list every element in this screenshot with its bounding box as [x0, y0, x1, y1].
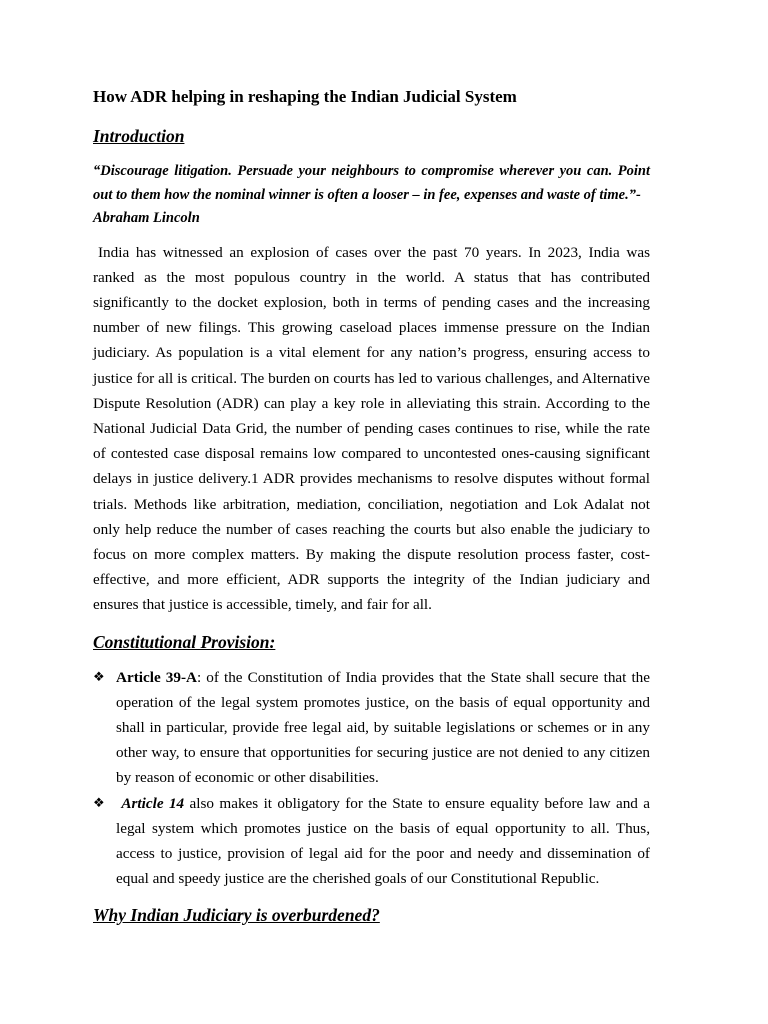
list-item [93, 791, 650, 892]
introduction-paragraph [93, 240, 650, 618]
document-page [93, 86, 650, 926]
constitutional-provision-list [93, 665, 650, 892]
lincoln-quote [93, 160, 650, 231]
diamond-bullet-icon: ❖ [93, 795, 105, 811]
article-14-text: also makes it obligatory for the State to ensure equality before law and a legal system which promotes justice on the basis of equal opportunity to all. Thus, access to justice, provision of legal aid for the poor and needy and dissemination of equal and speedy justice are the cherished goals of our Constitutional Republic. [116, 794, 651, 888]
quote-text: “Discourage litigation. Persuade your neighbours to compromise wherever you can. Point out to them how the nominal winner is often a looser – in fee, expenses and waste of time.”- [93, 163, 650, 203]
quote-author: Abraham Lincoln [93, 210, 200, 226]
article-14-label: Article 14 [121, 794, 185, 812]
constitutional-provision-heading: Constitutional Provision: [93, 631, 276, 652]
list-item [93, 665, 650, 791]
article-39a-label: Article 39-A [116, 668, 197, 686]
document-title: How ADR helping in reshaping the Indian Judicial System [93, 87, 517, 106]
why-overburdened-heading: Why Indian Judiciary is overburdened? [93, 905, 380, 926]
diamond-bullet-icon: ❖ [93, 669, 105, 685]
introduction-paragraph-text: India has witnessed an explosion of cases over the past 70 years. In 2023, India was ranked as the most populous country in the world. A status that has contributed significantly to the docket explosion, both in terms of pending cases and the increasing number of new filings. This growing caseload places immense pressure on the Indian judiciary. As population is a vital element for any nation’s progress, ensuring access to justice for all is critical. The burden on courts has led to various challenges, and Alternative Dispute Resolution (ADR) can play a key role in alleviating this strain. According to the National Judicial Data Grid, the number of pending cases continues to rise, while the rate of contested case disposal remains low compared to uncontested ones-causing significant delays in justice delivery.1 ADR provides mechanisms to resolve disputes without formal trials. Methods like arbitration, mediation, conciliation, negotiation and Lok Adalat not only help reduce the number of cases reaching the courts but also enable the judiciary to focus on more complex matters. By making the dispute resolution process faster, cost-effective, and more efficient, ADR supports the integrity of the Indian judiciary and ensures that justice is accessible, timely, and fair for all. [93, 243, 650, 614]
article-39a-text: : of the Constitution of India provides that the State shall secure that the operation of the legal system promotes justice, on the basis of equal opportunity and shall in particular, provide free legal aid, by suitable legislations or schemes or in any other way, to ensure that opportunities for securing justice are not denied to any citizen by reason of economic or other disabilities. [116, 668, 650, 787]
introduction-heading: Introduction [93, 126, 185, 146]
